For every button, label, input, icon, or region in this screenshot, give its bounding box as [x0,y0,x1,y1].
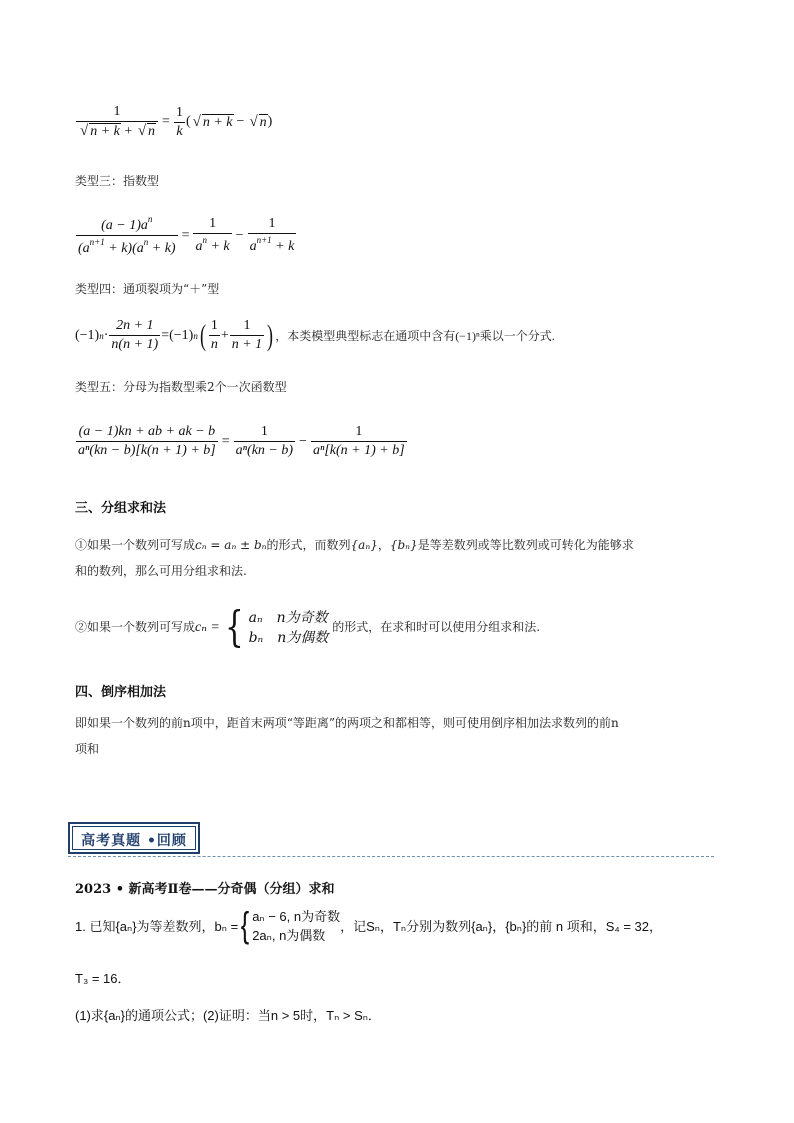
inline-formula: {bₙ} [389,538,418,552]
frac-den: (a [78,241,90,256]
frac-num: 1 [243,318,251,333]
frac-den: + k [206,239,230,254]
minus-sign: − [236,114,245,129]
frac-num: 1 [210,318,218,333]
exponent: n [99,330,104,341]
plus-sign: + [124,124,133,139]
equals-sign: = [162,114,170,129]
exponent: n [193,330,198,341]
divider [68,856,714,857]
frac-den: + k [271,239,295,254]
paragraph-reverse [75,710,725,762]
frac-den: a [195,239,203,254]
text-run: 项和 [75,742,100,756]
section-title-grouping: 三、分组求和法 [75,501,167,516]
sign-term: (−1) [169,327,194,343]
section-title-reverse: 四、倒序相加法 [75,685,167,700]
exponent: n+1 [256,235,272,245]
equals-sign: = [221,433,230,449]
inline-formula: cₙ = [195,619,220,635]
case-line: aₙ n为奇数 [248,610,328,626]
exponent: n [202,235,207,245]
frac-num: 2n + 1 [116,318,154,333]
frac-num: 1 [209,216,217,231]
frac-den: n + 1 [231,337,263,352]
frac-den: k [176,123,183,139]
text-run: ， [377,538,390,552]
section-banner [68,822,200,854]
case-line: 2aₙ, n为偶数 [252,928,326,943]
text-run: ，记Sₙ，Tₙ分别为数列{aₙ}，{bₙ}的前 n 项和，S₄ = 32， [340,918,662,934]
frac-den: a [249,239,257,254]
formula-denominator-type [75,424,408,459]
frac-den: aⁿ(kn − b)[k(n + 1) + b] [78,443,216,458]
frac-num: 1 [260,424,268,439]
case-line: bₙ n为偶数 [248,630,329,646]
question-1: 1. 已知{aₙ}为等差数列，bₙ = { aₙ − 6, n为奇数 2aₙ, n为偶数 ，记Sₙ，Tₙ分别为数列{aₙ}，{bₙ}的前 n 项和，S₄ = 32， [75,904,662,945]
exam-title: 2023 • 新高考Ⅱ卷——分奇偶（分组）求和 [75,882,335,897]
exponent: n+1 [89,237,105,247]
frac-num: 1 [175,104,183,120]
question-1-parts: (1)求{aₙ}的通项公式；(2)证明：当n > 5时，Tₙ > Sₙ． [75,1008,381,1023]
sign-term: (−1) [75,327,100,343]
equals-sign: = [181,227,190,243]
question-1-line2: T₃ = 16． [75,971,131,986]
frac-den: aⁿ[k(n + 1) + b] [312,443,405,458]
plus-sign: + [220,327,229,343]
paragraph-grouping-1 [75,532,725,584]
frac-den: n [210,337,218,352]
formula-exponent-type [75,214,297,257]
frac-den: n(n + 1) [111,337,159,352]
type4-label: 类型四：通项裂项为“＋”型 [75,282,220,296]
text-run: 即如果一个数列的前n项中，距首末两项“等距离”的两项之和都相等，则可使用倒序相加法求数列的前n [75,716,619,730]
text-run: 和的数列，那么可用分组求和法. [75,564,247,578]
exponent: n [147,214,153,224]
frac-den: + k)(a [104,241,144,256]
exponent: n [143,237,149,247]
radicand: n + k [202,114,233,130]
text-run: ②如果一个数列可写成 [75,620,196,634]
text-run: 的形式，而数列 [266,538,351,552]
radicand: n + k [90,124,120,139]
case-line: aₙ − 6, n为奇数 [252,909,341,924]
text-run: 1. 已知{aₙ}为等差数列，bₙ = [75,918,239,934]
text-run: 的形式，在求和时可以使用分组求和法. [332,620,541,634]
text-run: 是等差数列或等比数列或可转化为能够求 [417,538,634,552]
paren: ( [185,114,191,129]
paragraph-grouping-2: ②如果一个数列可写成 cₙ = { aₙ n为奇数 bₙ n为偶数 的形式，在求和时可以使用分组求和法. [75,602,541,651]
frac-num: 1 [113,104,121,119]
formula-plus-type: (−1) n · $\frac{2n + 1}{n(n + 1)}$ = (−1) n ( $\frac{1}{n}$ + $\frac{1}{n + 1}$ ) ，本类模型典型标志在通项中含有(−1)ⁿ乘以一个分式. [75,318,555,352]
radicand: n [259,114,267,130]
frac-den: + k) [148,241,176,256]
equals-sign: = [161,327,170,343]
frac-num: 1 [355,424,363,439]
type3-label: 类型三：指数型 [75,174,160,188]
minus-sign: − [235,227,244,243]
minus-sign: − [299,433,307,449]
banner-label: 高考真题 •回顾 [81,833,187,849]
type5-label: 类型五：分母为指数型乘2个一次函数型 [75,380,287,394]
model-note: ，本类模型典型标志在通项中含有(−1)ⁿ乘以一个分式. [275,329,555,343]
text-run: ①如果一个数列可写成 [75,538,196,552]
formula-sqrt-split: $\frac{1}{√ n + k + √ n}$ = $\frac{1}{k}$ ( √ n + k − √ n ) [75,104,272,140]
paren: ) [267,114,273,129]
frac-num: (a − 1)a [101,218,148,233]
frac-den: aⁿ(kn − b) [235,443,294,458]
dot-operator: · [103,327,109,343]
radicand: n [148,124,156,139]
inline-formula: {aₙ} [350,538,378,552]
frac-num: 1 [268,216,276,231]
inline-formula: cₙ = aₙ ± bₙ [195,538,267,552]
frac-num: (a − 1)kn + ab + ak − b [78,424,216,439]
